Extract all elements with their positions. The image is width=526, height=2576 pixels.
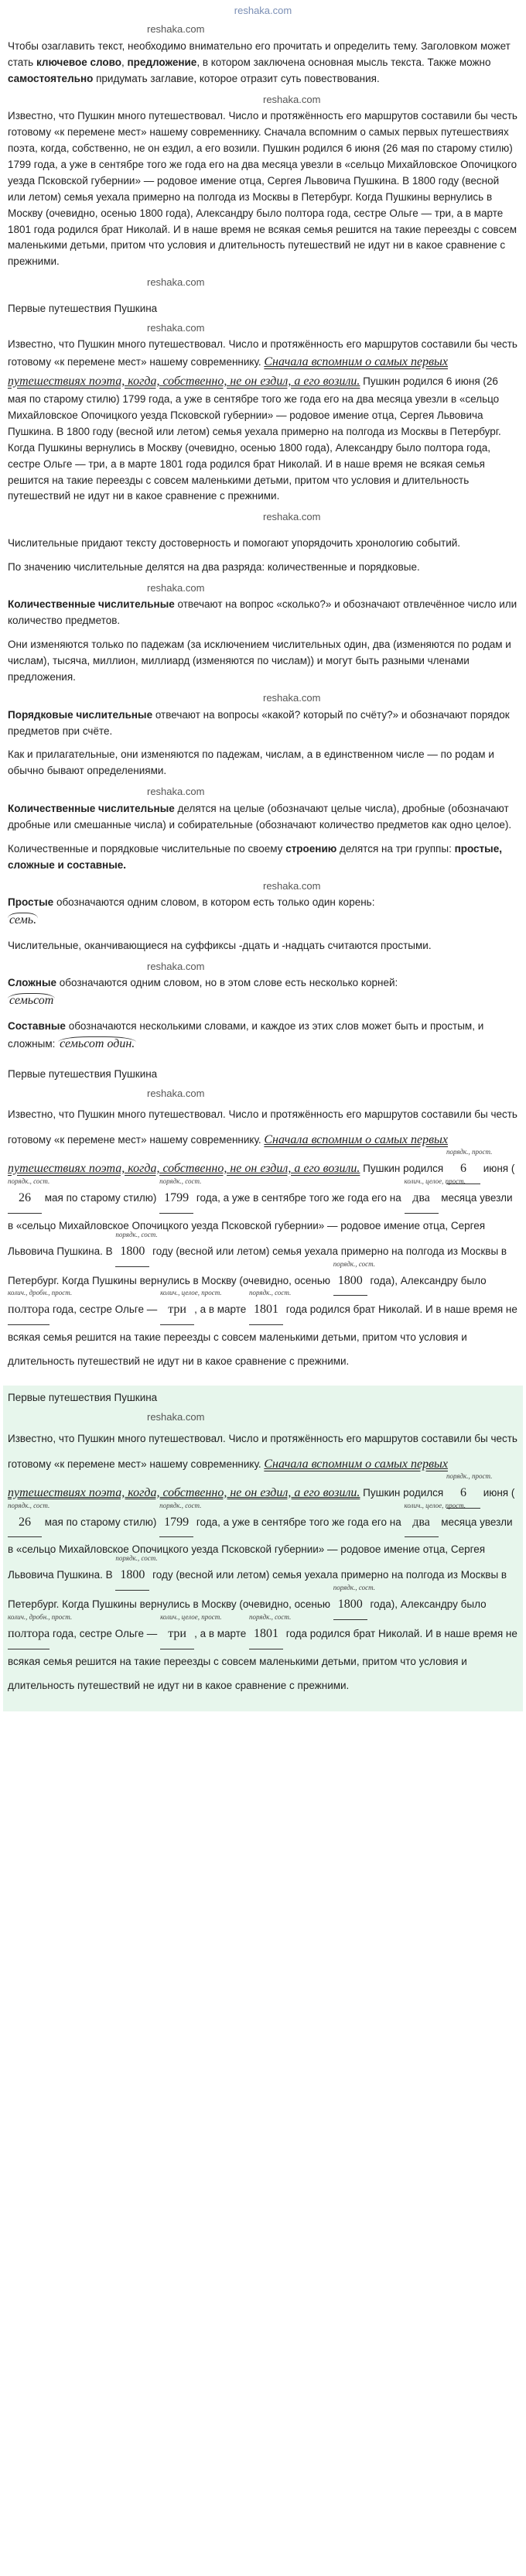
theory-p11: Сложные обозначаются одним словом, но в этом слове есть несколько корней: семьсот [8, 977, 398, 1008]
numeral-annotation [249, 1612, 292, 1649]
text1-paragraph: Известно, что Пушкин много путешествовал. Число и протяжённость его маршрутов составили бы честь готовому «к перемене мест» нашему современнику. Сначала вспомним о самых первых путешествиях поэта, когда, собственно, не он ездил, а его возили. Пушкин родился 6 июня (26 мая по старому стилю) 1799 года, а уже в сентябре того же года его на два месяца увезли в «сельцо Михайловское Опочицкого уезда Псковской губернии» — родовое имение отца, Сергея Львовича Пушкина. В 1800 году (весной или летом) семья уехала примерно на полгода из Москвы в Петербург. Когда Пушкины вернулись в Москву (очевидно, осенью 1800 года), Александру было полтора года, сестре Ольге — три, а в марте 1801 года родился брат Николай. И в наше время не всякая семья решится на такие переезды с совсем маленькими детьми, притом что условия и длительность путешествий не идут ни в какое сравнение с прежними. [8, 110, 517, 268]
numeral-annotation [8, 1612, 73, 1649]
theory-p4: Они изменяются только по падежам (за исключением числительных один, два (изменяются по родам и числам), тысяча, миллион, миллиард (изменяются по числам)) и могут быть разными членами предложения. [8, 639, 511, 683]
numeral-tag: порядк., сост. [8, 1501, 50, 1509]
text2-paragraph: Известно, что Пушкин много путешествовал. Число и протяжённость его маршрутов составили бы честь готовому «к перемене мест» нашему современнику. Сначала вспомним о самых первых путешествиях поэта, когда, собственно, не он ездил, а его возили. Пушкин родился 6 июня (26 мая по старому стилю) 1799 года, а уже в сентябре того же года его на два месяца увезли в «сельцо Михайловское Опочицкого уезда Псковской губернии» — родовое имение отца, Сергея Львовича Пушкина. В 1800 году (весной или летом) семья уехала примерно на полгода из Москвы в Петербург. Когда Пушкины вернулись в Москву (очевидно, осенью 1800 года), Александру было полтора года, сестре Ольге — три, а в марте 1801 года родился брат Николай. И в наше время не всякая семья решится на такие переезды с совсем маленькими детьми, притом что условия и длительность путешествий не идут ни в какое сравнение с прежними. [8, 338, 517, 502]
theory-p5: Порядковые числительные отвечают на вопросы «какой? который по счёту?» и обозначают порядок предметов при счёте. [8, 708, 510, 737]
numeral-value: 26 [19, 1515, 31, 1529]
theory-p10: Числительные, оканчивающиеся на суффиксы -дцать и -надцать считаются простыми. [8, 939, 432, 951]
text-title: Первые путешествия Пушкина [8, 302, 158, 314]
numeral-tag: порядк., сост. [249, 1612, 292, 1621]
numeral-annotation [159, 1501, 202, 1538]
numeral-tag: порядк., сост. [159, 1501, 202, 1509]
theory-p12: Составные обозначаются несколькими словами, и каждое из этих слов может быть и простым, и сложным: семьсот один. [8, 1020, 484, 1051]
numeral-value: 1800 [337, 1273, 363, 1287]
intro-block [8, 23, 518, 289]
numeral-annotation [8, 1177, 50, 1214]
numeral-tag: порядк., сост. [159, 1177, 202, 1186]
numeral-value: полтора [8, 1626, 50, 1640]
watermark: reshaka.com [147, 276, 205, 289]
numeral-annotation [115, 1230, 158, 1267]
numeral-annotation [333, 1584, 375, 1620]
numeral-value: 1800 [337, 1598, 363, 1612]
numeral-value: 1801 [254, 1626, 279, 1640]
annotated-title: Первые путешествия Пушкина [8, 1067, 158, 1080]
numeral-annotation [404, 1177, 466, 1214]
example-compound: семьсот один. [60, 1037, 135, 1051]
numeral-annotation [249, 1289, 292, 1325]
numeral-value: 6 [459, 1162, 466, 1176]
watermark: reshaka.com [263, 692, 321, 704]
numeral-tag: порядк., сост. [115, 1554, 158, 1563]
numeral-value: полтора [8, 1303, 50, 1317]
numeral-tag: порядк., прост. [446, 1471, 493, 1480]
theory-p2: По значению числительные делятся на два разряда: количественные и порядковые. [8, 560, 420, 573]
watermark: reshaka.com [147, 23, 205, 36]
watermark: reshaka.com [263, 879, 321, 892]
numeral-tag: порядк., прост. [446, 1148, 493, 1156]
numeral-annotation [8, 1501, 50, 1538]
numeral-tag: колич., дробн., прост. [8, 1612, 73, 1621]
numeral-value: три [168, 1303, 186, 1317]
numeral-value: 26 [19, 1191, 31, 1205]
watermark: reshaka.com [147, 581, 205, 594]
numeral-value: два [412, 1191, 430, 1205]
text2-block [8, 301, 518, 523]
final-block [3, 1386, 523, 1711]
numeral-annotation [333, 1259, 375, 1297]
numeral-tag: порядк., сост. [8, 1177, 50, 1186]
numeral-value: три [168, 1626, 186, 1640]
theory-p9: Простые обозначаются одним словом, в котором есть только один корень: семь. [8, 896, 375, 927]
numeral-annotation [159, 1177, 202, 1214]
numeral-tag: порядк., сост. [115, 1230, 158, 1238]
watermark: reshaka.com [147, 1411, 205, 1423]
numeral-tag: порядк., сост. [249, 1289, 292, 1297]
theory-p3: Количественные числительные отвечают на вопрос «сколько?» и обозначают отвлечённое число или количество предметов. [8, 598, 517, 627]
watermark: reshaka.com [147, 321, 205, 334]
numeral-annotation [404, 1501, 466, 1538]
intro-paragraph: Чтобы озаглавить текст, необходимо внимательно его прочитать и определить тему. Заголовком может стать ключевое слово, предложение, в котором заключена основная мысль текста. Также можно самостоятельно придумать заглавие, которое отразит суть повествования. [8, 39, 511, 84]
theory-p7: Количественные числительные делятся на целые (обозначают целые числа), дробные (обозначают дробные или смешанные числа) и собирательные (обозначают количество предметов как одно целое). [8, 802, 512, 831]
watermark: reshaka.com [263, 93, 321, 105]
site-logo: reshaka.com [234, 5, 292, 16]
numeral-tag: порядк., сост. [333, 1259, 375, 1268]
annotated-paragraph: Известно, что Пушкин много путешествовал. Число и протяжённость его маршрутов составили бы честь готовому «к перемене мест» нашему современнику. Сначала вспомним о самых первых путешествиях поэта, когда, собственно, не он ездил, а его возили. Пушкин родился порядк., прост. 6 июня ( порядк., сост. 26 мая по старому стилю) порядк., сост. 1799 года, а уже в сентябре того же года его на колич., целое, прост. два месяца увезли в «сельцо Михайловское Опочицкого уезда Псковской губернии» — родовое имение отца, Сергея Львовича Пушкина. В порядк., сост. 1800 году (весной или летом) семья уехала примерно на полгода из Москвы в Петербург. Когда Пушкины вернулись в Москву (очевидно, осенью порядк., сост. 1800 года), Александру было колич., дробн., прост. полтора года, сестре Ольге — колич., целое, прост. три , а в марте порядк., сост. 1801 года родился брат Николай. И в наше время не всякая семья решится на такие переезды с совсем маленькими детьми, притом что условия и длительность путешествий не идут ни в какое сравнение с прежними. [8, 1108, 517, 1368]
numeral-tag: колич., целое, прост. [404, 1501, 466, 1509]
numeral-value: 1799 [164, 1191, 190, 1205]
numeral-tag: порядк., сост. [333, 1584, 375, 1592]
example-simple: семь. [9, 913, 37, 927]
numeral-tag: колич., целое, прост. [160, 1289, 222, 1297]
underlined-sentence: Сначала вспомним о самых первых путешествиях поэта, когда, собственно, не он ездил, а его возили. [8, 1457, 448, 1499]
theory-block [8, 536, 518, 1054]
numeral-annotation [8, 1289, 73, 1325]
numeral-value: 1800 [120, 1568, 145, 1582]
underlined-sentence: Сначала вспомним о самых первых путешествиях поэта, когда, собственно, не он ездил, а его возили. [8, 1133, 448, 1176]
example-complex: семьсот [9, 994, 54, 1008]
watermark: reshaka.com [147, 786, 205, 798]
theory-p8: Количественные и порядковые числительные по своему строению делятся на три группы: простые, сложные и составные. [8, 842, 502, 871]
underlined-sentence: Сначала вспомним о самых первых путешествиях поэта, когда, собственно, не он ездил, а его возили. [8, 355, 448, 389]
numeral-value: 1799 [164, 1515, 190, 1529]
numeral-annotation [160, 1289, 222, 1325]
numeral-annotation [160, 1612, 222, 1649]
numeral-value: 1800 [120, 1244, 145, 1258]
watermark: reshaka.com [147, 1087, 205, 1099]
annotated-block [8, 1067, 518, 1373]
numeral-value: 6 [459, 1485, 466, 1499]
numeral-tag: колич., дробн., прост. [8, 1289, 73, 1297]
final-title: Первые путешествия Пушкина [8, 1392, 158, 1404]
theory-p6: Как и прилагательные, они изменяются по падежам, числам, а в единственном числе — по родам и обычно бывают определениями. [8, 748, 494, 777]
watermark: reshaka.com [263, 511, 321, 523]
final-paragraph: Известно, что Пушкин много путешествовал. Число и протяжённость его маршрутов составили бы честь готовому «к перемене мест» нашему современнику. Сначала вспомним о самых первых путешествиях поэта, когда, собственно, не он ездил, а его возили. Пушкин родился порядк., прост. 6 июня ( порядк., сост. 26 мая по старому стилю) порядк., сост. 1799 года, а уже в сентябре того же года его на колич., целое, прост. два месяца увезли в «сельцо Михайловское Опочицкого уезда Псковской губернии» — родовое имение отца, Сергея Львовича Пушкина. В порядк., сост. 1800 году (весной или летом) семья уехала примерно на полгода из Москвы в Петербург. Когда Пушкины вернулись в Москву (очевидно, осенью порядк., сост. 1800 года), Александру было колич., дробн., прост. полтора года, сестре Ольге — колич., целое, прост. три , а в марте порядк., сост. 1801 года родился брат Николай. И в наше время не всякая семья решится на такие переезды с совсем маленькими детьми, притом что условия и длительность путешествий не идут ни в какое сравнение с прежними. [8, 1432, 517, 1691]
numeral-value: два [412, 1515, 430, 1529]
numeral-annotation [115, 1554, 158, 1591]
watermark: reshaka.com [147, 960, 205, 972]
numeral-tag: колич., целое, прост. [404, 1177, 466, 1186]
numeral-value: 1801 [254, 1303, 279, 1317]
theory-p1: Числительные придают тексту достоверность и помогают упорядочить хронологию событий. [8, 536, 461, 549]
numeral-tag: колич., целое, прост. [160, 1612, 222, 1621]
